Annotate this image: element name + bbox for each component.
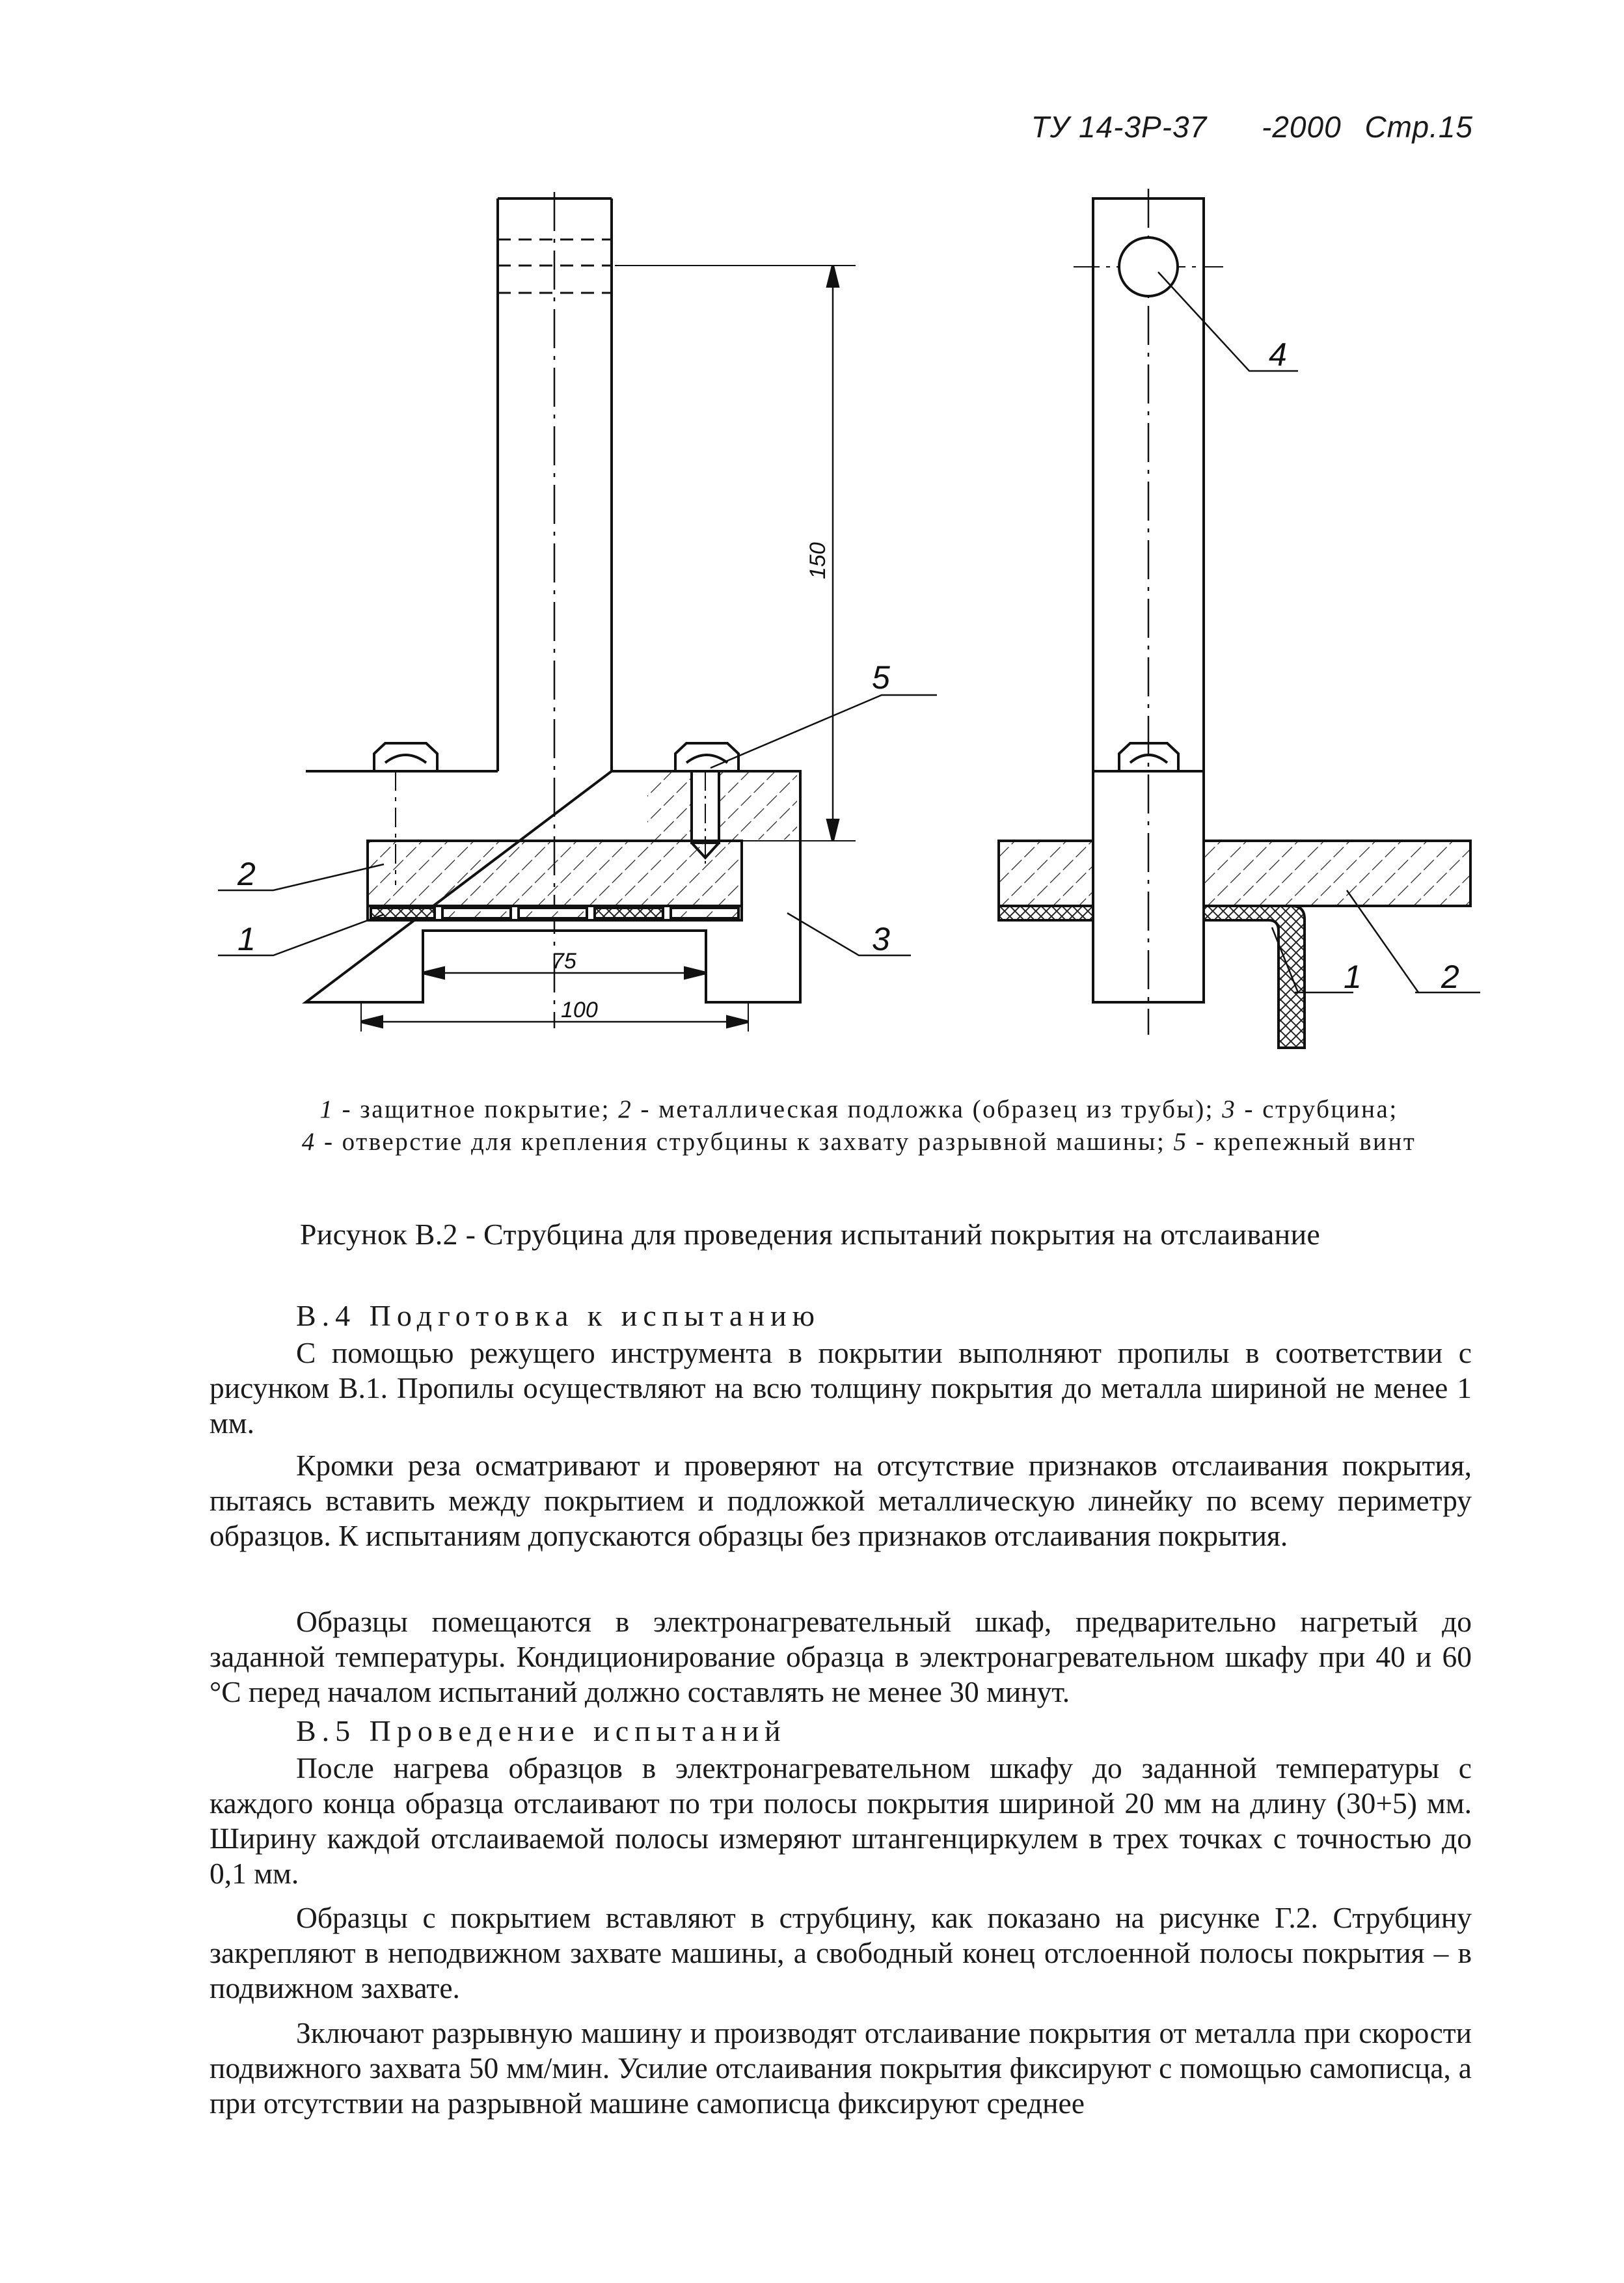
callout-1-side: 1: [1344, 959, 1362, 995]
clamp-drawing: [0, 0, 1624, 1080]
figure-title: Рисунок В.2 - Струбцина для проведения испытаний покрытия на отслаивание: [299, 1218, 1321, 1251]
section-heading-b4: В.4 Подготовка к испытанию: [296, 1299, 820, 1332]
dim-75: 75: [552, 949, 576, 974]
doc-number: 37: [1172, 110, 1208, 144]
front-view: [218, 192, 937, 1032]
callout-2-front: 2: [237, 856, 256, 892]
legend-num-3: 3: [1222, 1095, 1237, 1123]
legend-text-3: - струбцина;: [1236, 1095, 1398, 1123]
legend-num-1: 1: [319, 1095, 334, 1123]
paragraph: Образцы с покрытием вставляют в струбцину, как показано на рисунке Г.2. Струбцину закрепляют в неподвижном захвате машины, а свободный конец отслоенной полосы покрытия – в подвижном захвате.: [210, 1901, 1472, 2004]
callout-2-side: 2: [1441, 959, 1459, 995]
side-view: [999, 189, 1480, 1048]
callout-1-front: 1: [237, 921, 256, 957]
callout-3: 3: [872, 921, 890, 957]
page-number: Стр.15: [1364, 110, 1473, 144]
legend-num-2: 2: [618, 1095, 633, 1123]
doc-code: ТУ 14-3Р-: [1031, 110, 1173, 144]
legend-num-5: 5: [1173, 1128, 1188, 1156]
legend-text-5: - крепежный винт: [1187, 1128, 1416, 1156]
paragraph: С помощью режущего инструмента в покрытии выполняют пропилы в соответствии с рисунком В.1. Пропилы осуществляют на всю толщину покрытия до металла шириной не менее 1 мм.: [210, 1336, 1472, 1440]
legend-text-1: - защитное покрытие;: [334, 1095, 619, 1123]
section-heading-b5: В.5 Проведение испытаний: [296, 1714, 787, 1747]
dim-100: 100: [561, 998, 598, 1022]
paragraph: Образцы помещаются в электронагревательный шкаф, предварительно нагретый до заданной температуры. Кондиционирование образца в электронагревательном шкафу при 40 и 60 °С перед началом испытаний должно составлять не менее 30 минут.: [210, 1605, 1472, 1708]
legend-text-4: - отверстие для крепления струбцины к захвату разрывной машины;: [316, 1128, 1174, 1156]
legend-num-4: 4: [301, 1128, 316, 1156]
paragraph: Зключают разрывную машину и производят отслаивание покрытия от металла при скорости подвижного захвата 50 мм/мин. Усилие отслаивания покрытия фиксируют с помощью самописца, а при отсутствии на разрывной машине самописца фиксируют среднее: [210, 2016, 1472, 2120]
dim-150: 150: [805, 542, 830, 579]
mounting-hole: [1119, 238, 1178, 296]
legend-text-2: - металлическая подложка (образец из трубы);: [632, 1095, 1223, 1123]
doc-year: -2000: [1262, 110, 1342, 144]
callout-4: 4: [1269, 336, 1287, 373]
figure-legend: [215, 1093, 1503, 1158]
paragraph: После нагрева образцов в электронагревательном шкафу до заданной температуры с каждого конца образца отслаивают по три полосы покрытия шириной 20 мм на длину (30+5) мм. Ширину каждой отслаиваемой полосы измеряют штангенциркулем в трех точках с точностью до 0,1 мм.: [210, 1751, 1472, 1890]
paragraph: Кромки реза осматривают и проверяют на отсутствие признаков отслаивания покрытия, пытаясь вставить между покрытием и подложкой металлическую линейку по всему периметру образцов. К испытаниям допускаются образцы без признаков отслаивания покрытия.: [210, 1449, 1472, 1552]
callout-5: 5: [872, 659, 890, 696]
